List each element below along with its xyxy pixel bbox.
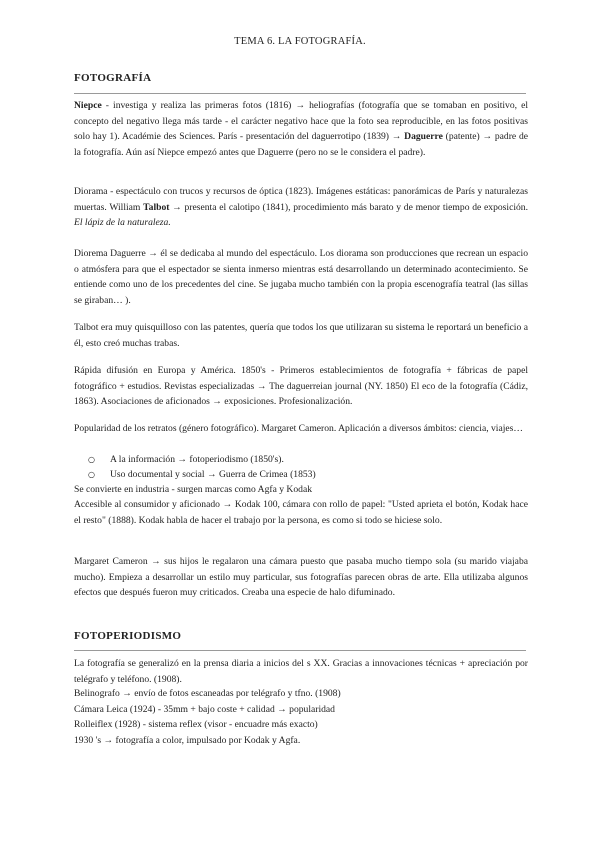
document-title: TEMA 6. LA FOTOGRAFÍA. (234, 36, 366, 47)
bullet-circle-icon: ○ (88, 455, 95, 464)
book-title: El lápiz de la naturaleza. (74, 217, 171, 229)
section-heading-fotoperiodismo: FOTOPERIODISMO (74, 630, 182, 642)
list-item-text: Uso documental y social → Guerra de Crimea (1853) (110, 469, 316, 480)
talbot-name: Talbot (143, 201, 170, 213)
line-industria: Se convierte en industria - surgen marcas como Agfa y Kodak (74, 484, 312, 495)
paragraph-text: (patente) → padre de la fotografía. Aún así Niepce empezó antes que Daguerre (pero no se le considera el padre). (74, 131, 529, 158)
paragraph-text: - investiga y realiza las primeras fotos (1816) → heliografías (fotografía que se tomaban en positivo, el concepto del negativo llega más tarde - el carácter negativo hace que la foto sea reproducible, en las fotos positivas solo hay 1). Académie des Sciences. París - presentación del daguerrotipo (1839) → (74, 100, 528, 143)
paragraph-diorama (74, 184, 528, 231)
daguerre-name: Daguerre (404, 131, 443, 143)
line-color: 1930 's → fotografía a color, impulsado por Kodak y Agfa. (74, 735, 301, 746)
paragraph-difusion: Rápida difusión en Europa y América. 1850's - Primeros establecimientos de fotografía + fábricas de papel fotográfico + estudios. Revistas especializadas → The daguerreian journal (NY. 1850) El eco de la fotografía (Cádiz, 1863). Asociaciones de aficionados → exposiciones. Profesionalización. (74, 365, 528, 408)
paragraph-retratos: Popularidad de los retratos (género fotográfico). Margaret Cameron. Aplicación a diversos ámbitos: ciencia, viajes… (74, 423, 523, 434)
list-item (88, 467, 316, 483)
section-divider (74, 650, 526, 651)
paragraph-cameron: Margaret Cameron → sus hijos le regalaron una cámara puesto que pasaba mucho tiempo sola (su marido viajaba mucho). Empieza a desarrollar un estilo muy particular, sus fotografías parecen obras de arte. Ella utilizaba algunos efectos que después fueron muy criticados. Creaba una especie de halo difuminado. (74, 556, 528, 599)
paragraph-niepce (74, 98, 528, 160)
section-heading-fotografia: FOTOGRAFÍA (74, 72, 152, 84)
list-item-text: A la información → fotoperiodismo (1850's). (110, 454, 284, 465)
line-rolleiflex: Rolleiflex (1928) - sistema reflex (visor - encuadre más exacto) (74, 719, 318, 730)
paragraph-diorema-daguerre: Diorema Daguerre → él se dedicaba al mundo del espectáculo. Los diorama son producciones que recrean un espacio o atmósfera para que el espectador se sienta inmerso mientras está desarrollando un determinado acontecimiento. Se entiende como uno de los precedentes del cine. Se jugaba mucho también con la propia escenografía teatral (las sillas se giraban… ). (74, 248, 528, 306)
line-belinografo: Belinografo → envío de fotos escaneadas por telégrafo y tfno. (1908) (74, 688, 341, 699)
paragraph-kodak: Accesible al consumidor y aficionado → Kodak 100, cámara con rollo de papel: "Usted aprieta el botón, Kodak hace el resto" (1888). Kodak habla de hacer el trabajo por la persona, es como si todo se hiciese solo. (74, 499, 528, 526)
paragraph-talbot-patents: Talbot era muy quisquilloso con las patentes, quería que todos los que utilizaran su sistema le reportará un beneficio a él, esto creó muchas trabas. (74, 322, 528, 349)
bullet-circle-icon: ○ (88, 470, 95, 479)
paragraph-text: Diorama - espectáculo con trucos y recursos de óptica (1823). Imágenes estáticas: panorámicas de París y naturalezas muertas. William (74, 186, 528, 213)
section-divider (74, 93, 526, 94)
niepce-name: Niepce (74, 100, 102, 111)
list-item (88, 452, 284, 468)
line-leica: Cámara Leica (1924) - 35mm + bajo coste + calidad → popularidad (74, 704, 335, 715)
paragraph-text: → presenta el calotipo (1841), procedimiento más barato y de menor tiempo de exposición. (169, 201, 528, 213)
paragraph-prensa: La fotografía se generalizó en la prensa diaria a inicios del s XX. Gracias a innovaciones técnicas + apreciación por telégrafo y teléfono. (1908). (74, 658, 528, 685)
